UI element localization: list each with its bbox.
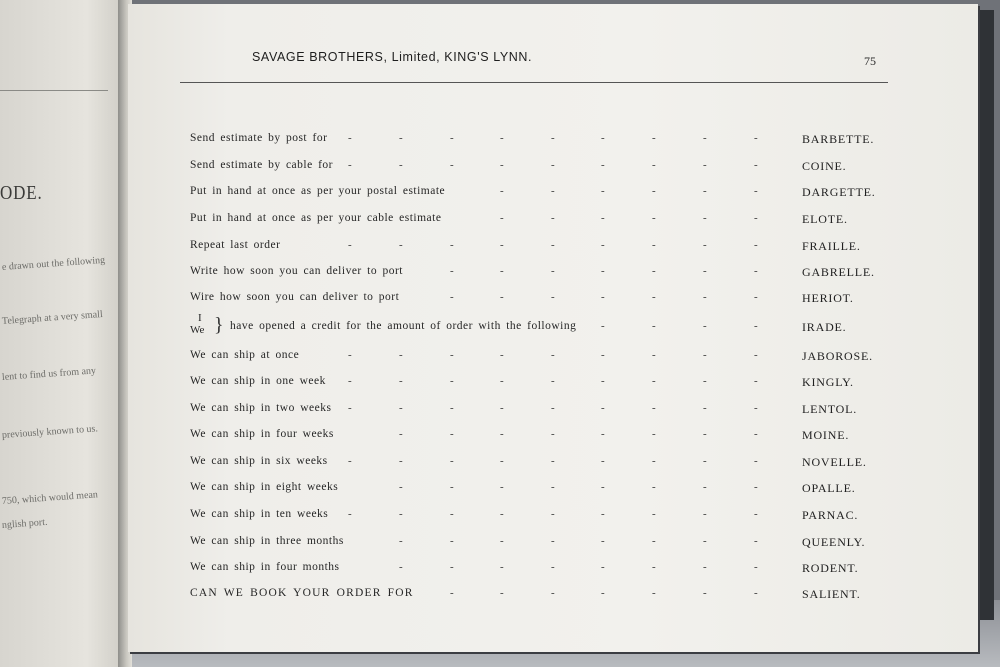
- code-phrase: We can ship in ten weeks: [190, 508, 329, 520]
- leader-dash: -: [348, 349, 352, 361]
- leader-dash: -: [754, 349, 758, 361]
- leader-dash: -: [551, 132, 555, 144]
- leader-dash: -: [652, 561, 656, 573]
- code-word: JABOROSE.: [802, 349, 873, 363]
- leader-dash: -: [601, 428, 605, 440]
- code-phrase: Put in hand at once as per your postal estimate: [190, 185, 446, 197]
- leader-dash: -: [551, 587, 555, 599]
- leader-dash: -: [754, 159, 758, 171]
- leader-dash: -: [551, 291, 555, 303]
- leader-dash: -: [703, 159, 707, 171]
- leader-dash: -: [551, 481, 555, 493]
- leader-dash: -: [399, 455, 403, 467]
- leader-dash: -: [601, 481, 605, 493]
- leader-dash: -: [601, 291, 605, 303]
- leader-dash: -: [601, 535, 605, 547]
- code-phrase: We can ship in eight weeks: [190, 481, 339, 493]
- leader-dash: -: [703, 455, 707, 467]
- leader-dash: -: [754, 428, 758, 440]
- leader-dash: -: [399, 481, 403, 493]
- leader-dash: -: [348, 159, 352, 171]
- leader-dash: -: [500, 481, 504, 493]
- leader-dash: -: [652, 455, 656, 467]
- code-word: MOINE.: [802, 428, 850, 442]
- pronoun-choice: [190, 312, 230, 350]
- leader-dash: -: [450, 375, 454, 387]
- leader-dash: -: [450, 349, 454, 361]
- page-header-title: SAVAGE BROTHERS, Limited, KING'S LYNN.: [252, 50, 533, 64]
- leader-dash: -: [601, 132, 605, 144]
- code-phrase: have opened a credit for the amount of order with the following: [230, 320, 577, 332]
- leader-dash: -: [652, 402, 656, 414]
- table-row: [0, 159, 1000, 179]
- leader-dash: -: [601, 455, 605, 467]
- leader-dash: -: [450, 587, 454, 599]
- code-word: DARGETTE.: [802, 185, 876, 199]
- leader-dash: -: [754, 508, 758, 520]
- leader-dash: -: [652, 212, 656, 224]
- code-phrase: Wire how soon you can deliver to port: [190, 291, 400, 303]
- code-phrase: We can ship in one week: [190, 375, 326, 387]
- leader-dash: -: [703, 561, 707, 573]
- leader-dash: -: [601, 320, 605, 332]
- code-phrase: Put in hand at once as per your cable estimate: [190, 212, 442, 224]
- left-page-rule: [0, 90, 108, 91]
- table-row: [0, 212, 1000, 232]
- leader-dash: -: [399, 349, 403, 361]
- code-phrase: We can ship in three months: [190, 535, 344, 547]
- leader-dash: -: [652, 132, 656, 144]
- book-cover-edge: [976, 10, 994, 620]
- leader-dash: -: [551, 428, 555, 440]
- leader-dash: -: [601, 402, 605, 414]
- leader-dash: -: [450, 561, 454, 573]
- left-page-heading: ODE.: [0, 182, 43, 204]
- leader-dash: -: [754, 239, 758, 251]
- leader-dash: -: [652, 349, 656, 361]
- table-row: [0, 375, 1000, 395]
- code-phrase: We can ship in six weeks: [190, 455, 328, 467]
- leader-dash: -: [703, 375, 707, 387]
- table-row: [0, 455, 1000, 475]
- leader-dash: -: [500, 212, 504, 224]
- leader-dash: -: [399, 428, 403, 440]
- leader-dash: -: [399, 375, 403, 387]
- table-row: [0, 239, 1000, 259]
- leader-dash: -: [652, 185, 656, 197]
- leader-dash: -: [754, 320, 758, 332]
- code-word: BARBETTE.: [802, 132, 875, 146]
- leader-dash: -: [551, 212, 555, 224]
- leader-dash: -: [450, 535, 454, 547]
- left-page-line: nglish port.: [1, 516, 48, 531]
- code-phrase: We can ship at once: [190, 349, 300, 361]
- left-page-line: e drawn out the following: [1, 254, 106, 273]
- leader-dash: -: [500, 132, 504, 144]
- leader-dash: -: [450, 402, 454, 414]
- leader-dash: -: [348, 455, 352, 467]
- leader-dash: -: [450, 159, 454, 171]
- code-phrase: CAN WE BOOK YOUR ORDER FOR: [190, 587, 414, 599]
- leader-dash: -: [450, 132, 454, 144]
- leader-dash: -: [652, 428, 656, 440]
- leader-dash: -: [601, 349, 605, 361]
- leader-dash: -: [551, 349, 555, 361]
- table-row: [0, 402, 1000, 422]
- table-row: [0, 561, 1000, 581]
- leader-dash: -: [601, 239, 605, 251]
- leader-dash: -: [450, 481, 454, 493]
- left-page-line: Telegraph at a very small: [1, 308, 104, 327]
- page-number: 75: [864, 54, 876, 68]
- leader-dash: -: [754, 265, 758, 277]
- leader-dash: -: [551, 508, 555, 520]
- left-page-line: lent to find us from any: [1, 365, 97, 383]
- leader-dash: -: [754, 535, 758, 547]
- leader-dash: -: [703, 535, 707, 547]
- leader-dash: -: [652, 535, 656, 547]
- leader-dash: -: [754, 561, 758, 573]
- code-word: SALIENT.: [802, 587, 861, 601]
- leader-dash: -: [500, 239, 504, 251]
- leader-dash: -: [652, 320, 656, 332]
- leader-dash: -: [601, 265, 605, 277]
- leader-dash: -: [754, 185, 758, 197]
- leader-dash: -: [399, 402, 403, 414]
- code-word: IRADE.: [802, 320, 847, 334]
- table-row: [0, 508, 1000, 528]
- table-row: [0, 349, 1000, 369]
- leader-dash: -: [399, 561, 403, 573]
- leader-dash: -: [703, 212, 707, 224]
- code-word: QUEENLY.: [802, 535, 866, 549]
- leader-dash: -: [450, 508, 454, 520]
- code-phrase: Write how soon you can deliver to port: [190, 265, 403, 277]
- code-phrase: Send estimate by post for: [190, 132, 328, 144]
- code-word: OPALLE.: [802, 481, 856, 495]
- table-row: [0, 587, 1000, 607]
- leader-dash: -: [754, 212, 758, 224]
- leader-dash: -: [500, 587, 504, 599]
- code-phrase: We can ship in four weeks: [190, 428, 334, 440]
- pronoun-we: We: [190, 324, 205, 336]
- leader-dash: -: [551, 455, 555, 467]
- leader-dash: -: [500, 561, 504, 573]
- leader-dash: -: [703, 481, 707, 493]
- leader-dash: -: [754, 132, 758, 144]
- leader-dash: -: [601, 375, 605, 387]
- table-row: [0, 481, 1000, 501]
- leader-dash: -: [399, 132, 403, 144]
- leader-dash: -: [601, 508, 605, 520]
- leader-dash: -: [703, 291, 707, 303]
- leader-dash: -: [551, 375, 555, 387]
- leader-dash: -: [601, 159, 605, 171]
- leader-dash: -: [500, 428, 504, 440]
- leader-dash: -: [500, 402, 504, 414]
- code-word: LENTOL.: [802, 402, 858, 416]
- leader-dash: -: [450, 239, 454, 251]
- leader-dash: -: [652, 375, 656, 387]
- code-word: FRAILLE.: [802, 239, 861, 253]
- leader-dash: -: [703, 185, 707, 197]
- leader-dash: -: [348, 508, 352, 520]
- leader-dash: -: [703, 265, 707, 277]
- leader-dash: -: [551, 185, 555, 197]
- leader-dash: -: [450, 265, 454, 277]
- code-word: RODENT.: [802, 561, 859, 575]
- leader-dash: -: [703, 402, 707, 414]
- brace-glyph: }: [214, 314, 224, 336]
- leader-dash: -: [601, 587, 605, 599]
- code-phrase: Send estimate by cable for: [190, 159, 333, 171]
- leader-dash: -: [399, 159, 403, 171]
- left-page-line: previously known to us.: [1, 423, 99, 441]
- code-phrase: We can ship in four months: [190, 561, 340, 573]
- table-row: [0, 265, 1000, 285]
- leader-dash: -: [652, 265, 656, 277]
- leader-dash: -: [754, 587, 758, 599]
- leader-dash: -: [754, 481, 758, 493]
- leader-dash: -: [500, 349, 504, 361]
- leader-dash: -: [754, 455, 758, 467]
- leader-dash: -: [500, 535, 504, 547]
- table-row: [0, 535, 1000, 555]
- leader-dash: -: [754, 375, 758, 387]
- header-rule: [180, 82, 888, 83]
- table-row: [0, 132, 1000, 152]
- code-word: KINGLY.: [802, 375, 854, 389]
- leader-dash: -: [754, 291, 758, 303]
- code-word: GABRELLE.: [802, 265, 875, 279]
- leader-dash: -: [500, 455, 504, 467]
- leader-dash: -: [399, 535, 403, 547]
- leader-dash: -: [348, 132, 352, 144]
- leader-dash: -: [348, 402, 352, 414]
- leader-dash: -: [399, 508, 403, 520]
- code-word: PARNAC.: [802, 508, 859, 522]
- leader-dash: -: [652, 159, 656, 171]
- leader-dash: -: [703, 349, 707, 361]
- leader-dash: -: [652, 291, 656, 303]
- leader-dash: -: [551, 159, 555, 171]
- leader-dash: -: [500, 375, 504, 387]
- leader-dash: -: [399, 239, 403, 251]
- leader-dash: -: [703, 428, 707, 440]
- leader-dash: -: [551, 535, 555, 547]
- table-row: [0, 428, 1000, 448]
- leader-dash: -: [754, 402, 758, 414]
- leader-dash: -: [601, 561, 605, 573]
- leader-dash: -: [551, 402, 555, 414]
- leader-dash: -: [500, 291, 504, 303]
- leader-dash: -: [652, 239, 656, 251]
- leader-dash: -: [450, 455, 454, 467]
- leader-dash: -: [703, 320, 707, 332]
- code-word: ELOTE.: [802, 212, 848, 226]
- leader-dash: -: [703, 132, 707, 144]
- leader-dash: -: [652, 508, 656, 520]
- leader-dash: -: [703, 587, 707, 599]
- leader-dash: -: [500, 185, 504, 197]
- code-word: COINE.: [802, 159, 847, 173]
- leader-dash: -: [601, 212, 605, 224]
- leader-dash: -: [450, 428, 454, 440]
- leader-dash: -: [551, 561, 555, 573]
- leader-dash: -: [652, 587, 656, 599]
- leader-dash: -: [500, 508, 504, 520]
- left-page-line: 750, which would mean: [1, 489, 99, 507]
- leader-dash: -: [703, 239, 707, 251]
- leader-dash: -: [348, 239, 352, 251]
- code-word: HERIOT.: [802, 291, 854, 305]
- leader-dash: -: [652, 481, 656, 493]
- code-phrase: We can ship in two weeks: [190, 402, 332, 414]
- leader-dash: -: [703, 508, 707, 520]
- leader-dash: -: [450, 291, 454, 303]
- table-row: [0, 291, 1000, 311]
- code-word: NOVELLE.: [802, 455, 867, 469]
- leader-dash: -: [601, 185, 605, 197]
- leader-dash: -: [551, 239, 555, 251]
- leader-dash: -: [348, 375, 352, 387]
- pronoun-i: I: [198, 312, 202, 324]
- code-phrase: Repeat last order: [190, 239, 281, 251]
- leader-dash: -: [500, 265, 504, 277]
- leader-dash: -: [551, 265, 555, 277]
- table-row: [0, 185, 1000, 205]
- leader-dash: -: [500, 159, 504, 171]
